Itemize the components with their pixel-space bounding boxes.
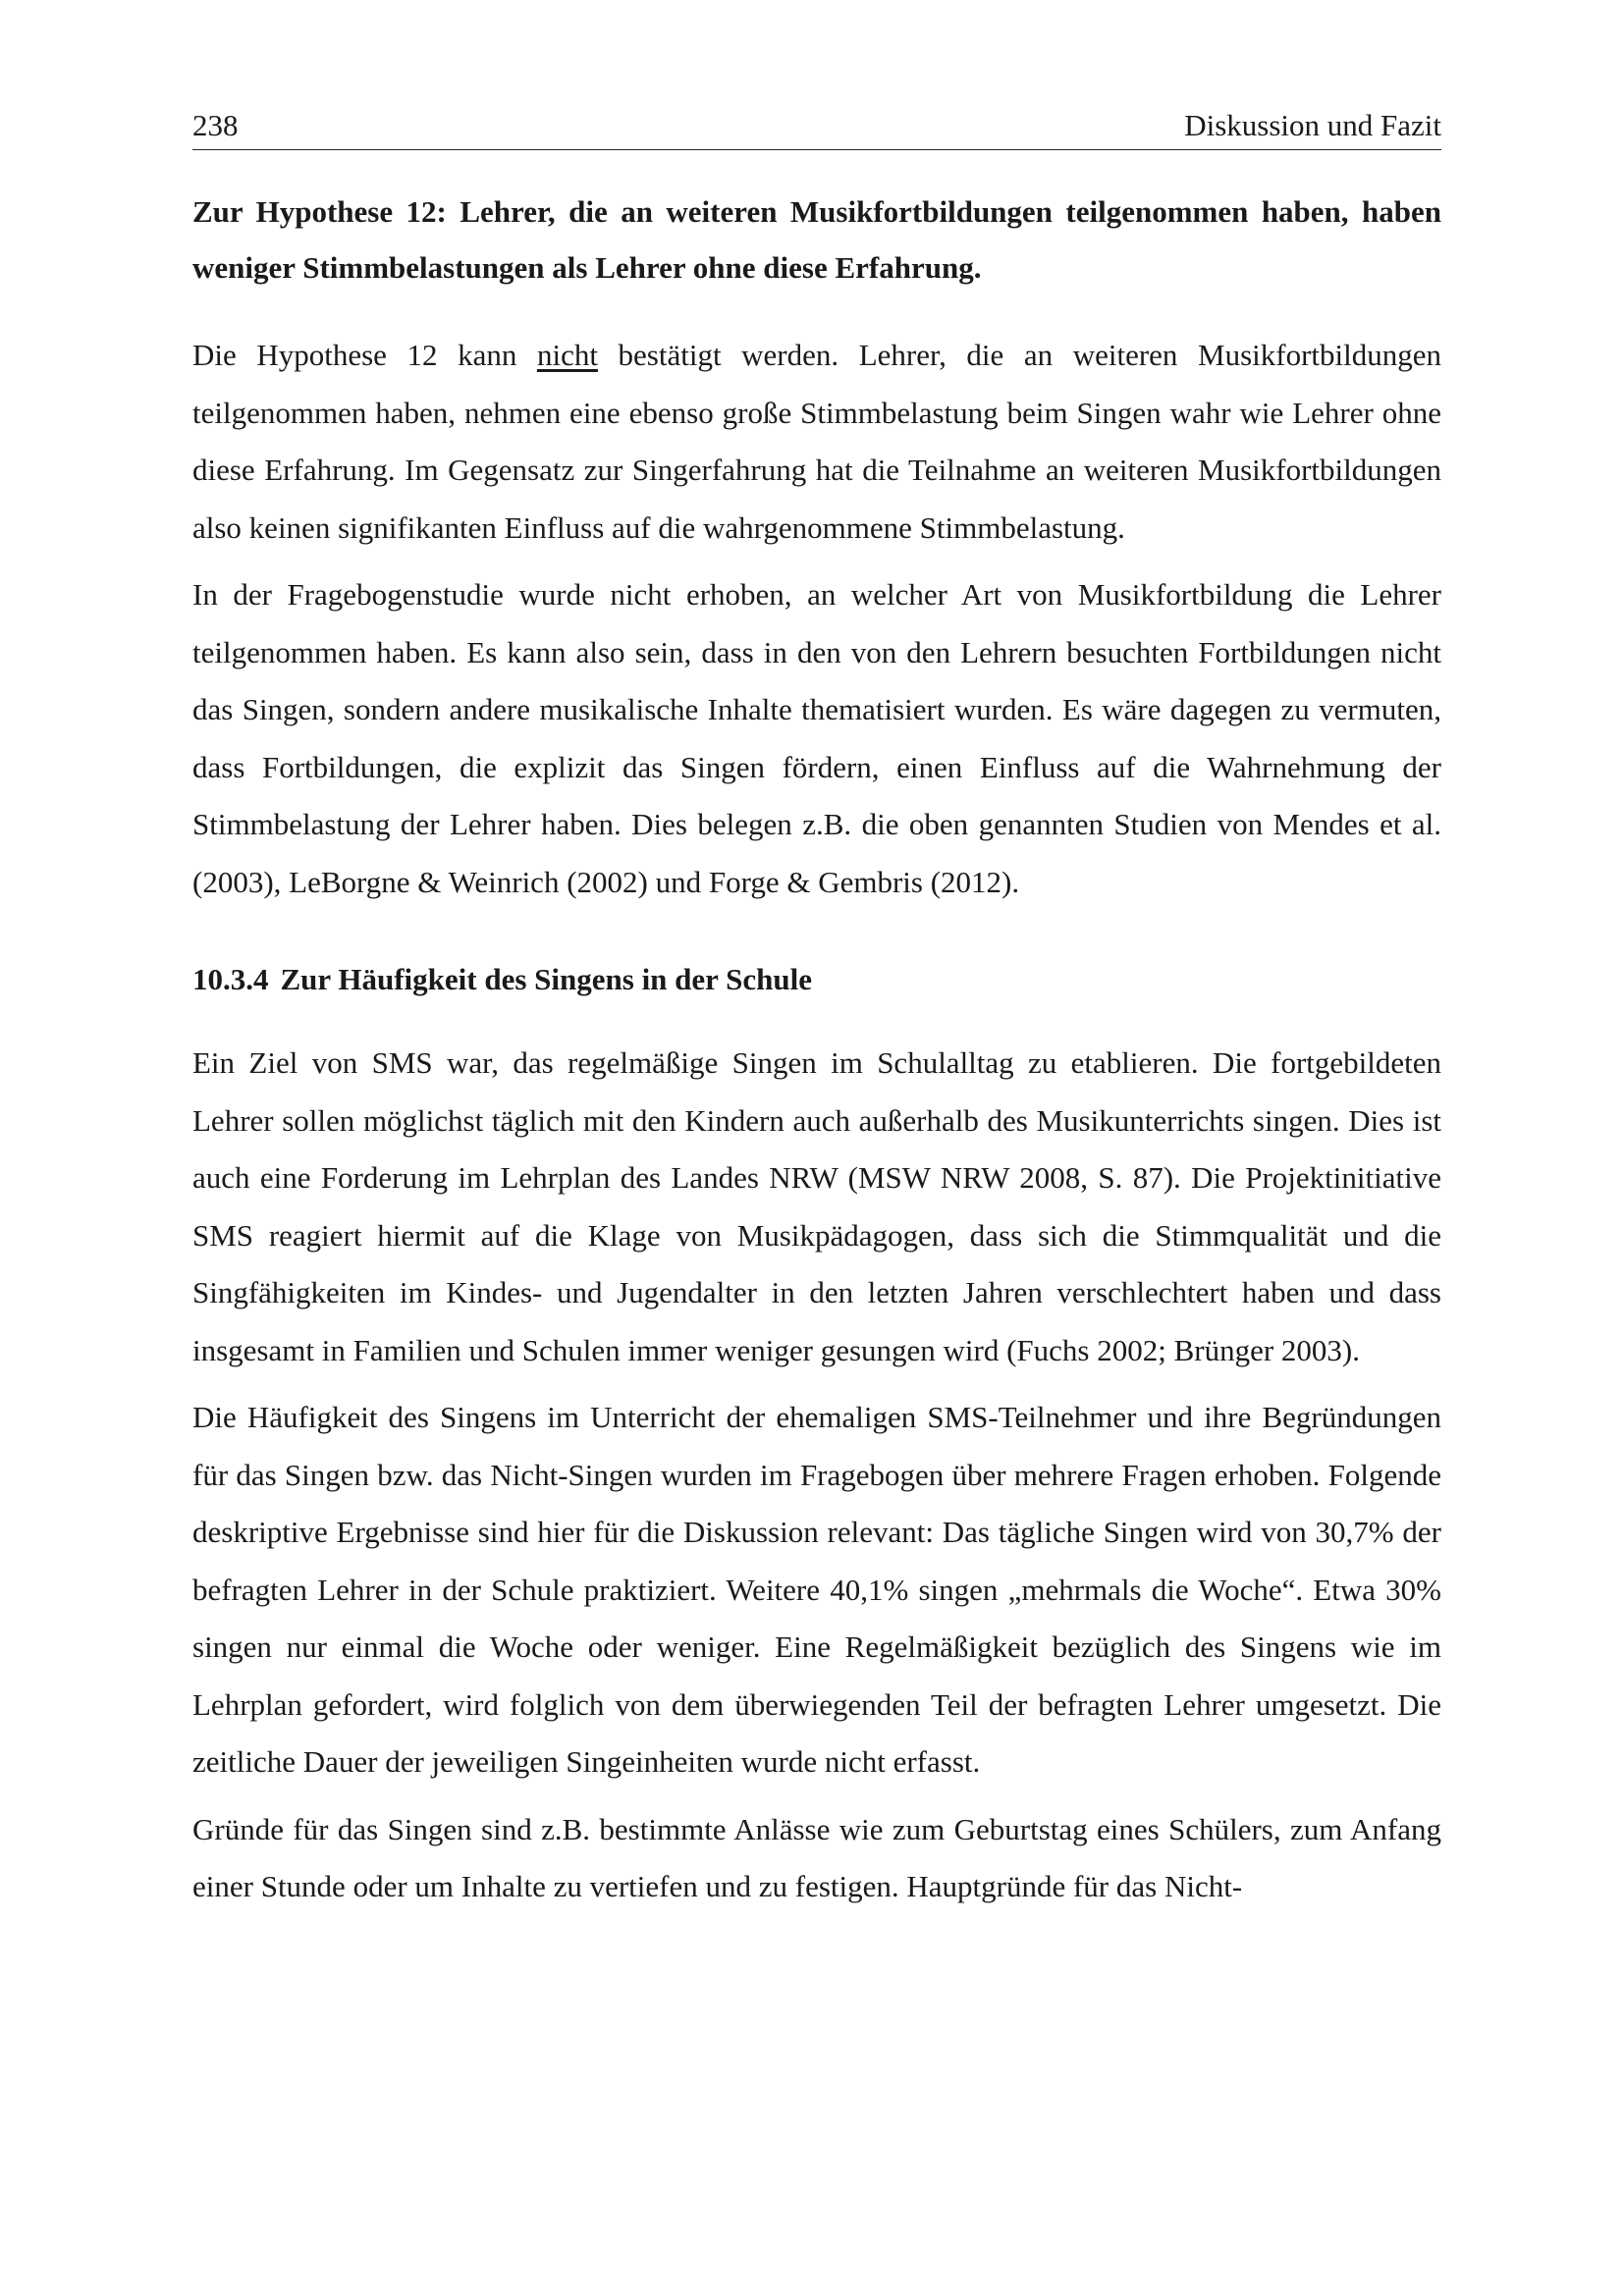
section-heading bbox=[192, 960, 1441, 999]
section-number: 10.3.4 bbox=[192, 962, 269, 996]
hypothesis-heading: Zur Hypothese 12: Lehrer, die an weiteren Musikfortbildungen teilgenommen haben, haben weniger Stimmbelastungen als Lehrer ohne diese Erfahrung. bbox=[192, 194, 1441, 285]
paragraph-reasons: Gründe für das Singen sind z.B. bestimmte Anlässe wie zum Geburtstag eines Schülers, zum Anfang einer Stunde oder um Inhalte zu vertiefen und zu festigen. Hauptgründe für das Nicht- bbox=[192, 1811, 1441, 1903]
underlined-word-nicht: nicht bbox=[536, 338, 598, 372]
paragraph-questionnaire-limits: In der Fragebogenstudie wurde nicht erhoben, an welcher Art von Musikfortbildung die Lehrer teilgenommen haben. Es kann also sein, dass in den von den Lehrern besuchten Fortbildungen nicht das Singen, sondern andere musikalische Inhalte thematisiert wurden. Es wäre dagegen zu vermuten, dass Fortbildungen, die explizit das Singen fördern, einen Einfluss auf die Wahrnehmung der Stimmbelastung der Lehrer haben. Dies belegen z.B. die oben genannten Studien von Mendes et al. (2003), LeBorgne & Weinrich (2002) und Forge & Gembris (2012). bbox=[192, 577, 1441, 899]
running-title: Diskussion und Fazit bbox=[1184, 108, 1441, 142]
paragraph-1-after: bestätigt werden. Lehrer, die an weiteren Musikfortbildungen teilgenommen haben, nehmen eine ebenso große Stimmbelastung beim Singen wahr wie Lehrer ohne diese Erfahrung. Im Gegensatz zur Singerfahrung hat die Teilnahme an weiteren Musikfortbildungen also keinen signifikanten Einfluss auf die wahrgenommene Stimmbelastung. bbox=[192, 338, 1442, 545]
page-number: 238 bbox=[192, 108, 239, 142]
running-header bbox=[192, 106, 1441, 150]
paragraph-sms-goal: Ein Ziel von SMS war, das regelmäßige Singen im Schulalltag zu etablieren. Die fortgebildeten Lehrer sollen möglichst täglich mit den Kindern auch außerhalb des Musikunterrichts singen. Dies ist auch eine Forderung im Lehrplan des Landes NRW (MSW NRW 2008, S. 87). Die Projektinitiative SMS reagiert hiermit auf die Klage von Musikpädagogen, dass sich die Stimmqualität und die Singfähigkeiten im Kindes- und Jugendalter in den letzten Jahren verschlechtert haben und dass insgesamt in Familien und Schulen immer weniger gesungen wird (Fuchs 2002; Brünger 2003). bbox=[192, 1045, 1441, 1367]
paragraph-singing-frequency: Die Häufigkeit des Singens im Unterricht der ehemaligen SMS-Teilnehmer und ihre Begründungen für das Singen bzw. das Nicht-Singen wurden im Fragebogen über mehrere Fragen erhoben. Folgende deskriptive Ergebnisse sind hier für die Diskussion relevant: Das tägliche Singen wird von 30,7% der befragten Lehrer in der Schule praktiziert. Weitere 40,1% singen „mehrmals die Woche“. Etwa 30% singen nur einmal die Woche oder weniger. Eine Regelmäßigkeit bezüglich des Singens wie im Lehrplan gefordert, wird folglich von dem überwiegenden Teil der befragten Lehrer umgesetzt. Die zeitliche Dauer der jeweiligen Singeinheiten wurde nicht erfasst. bbox=[192, 1400, 1441, 1779]
page bbox=[192, 106, 1441, 1916]
paragraph-hypothesis-result bbox=[192, 327, 1441, 557]
section-title: Zur Häufigkeit des Singens in der Schule bbox=[280, 962, 812, 996]
paragraph-1-before: Die Hypothese 12 kann bbox=[192, 338, 537, 372]
